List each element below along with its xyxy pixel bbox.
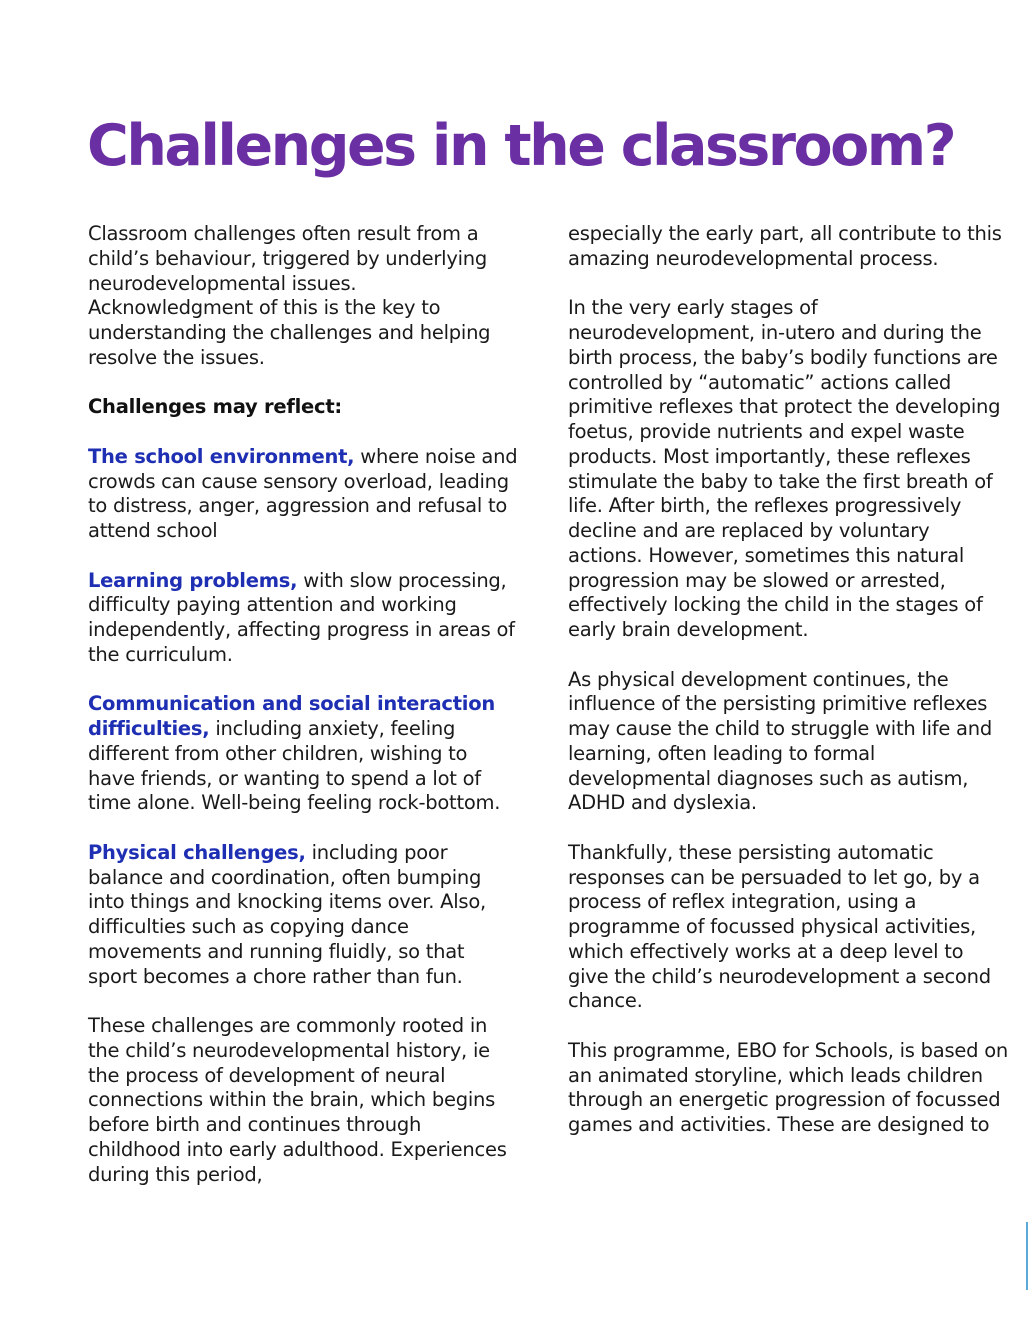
- challenge-description: including poor balance and coordination, often bumping into things and knocking items over. Also, difficulties such as copying dance movements and running fluidly, so that sport becomes a chore rather than fun.: [88, 840, 486, 988]
- intro-paragraph: Classroom challenges often result from a child’s behaviour, triggered by underlying neurodevelopmental issues. Acknowledgment of this is the key to understanding the challenges and helping resolve the issues.: [88, 222, 491, 369]
- page-title: Challenges in the classroom?: [87, 113, 955, 179]
- right-paragraph: As physical development continues, the influence of the persisting primitive reflexes may cause the child to struggle with life and learning, often leading to formal developmental diagnoses such as autism, ADHD and dyslexia.: [568, 667, 992, 815]
- challenge-item-learning-problems: [88, 569, 518, 668]
- challenge-term: The school environment,: [88, 444, 355, 468]
- challenges-heading: Challenges may reflect:: [88, 395, 342, 419]
- challenge-description: including anxiety, feeling different from other children, wishing to have friends, or wanting to spend a lot of time alone. Well-being feeling rock-bottom.: [88, 717, 501, 815]
- challenge-item-communication: [88, 692, 518, 816]
- challenge-term: Communication and social interaction difficulties,: [88, 692, 495, 740]
- left-column: [88, 222, 518, 1212]
- right-paragraph: especially the early part, all contribute to this amazing neurodevelopmental process.: [568, 222, 1002, 270]
- challenge-term: Learning problems,: [88, 568, 298, 592]
- right-paragraph: In the very early stages of neurodevelopment, in-utero and during the birth process, the baby’s bodily functions are controlled by “automatic” actions called primitive reflexes that protect the developing foetus, provide nutrients and expel waste products. Most importantly, these reflexes stimulate the baby to take the first breath of life. After birth, the reflexes progressively decline and are replaced by voluntary actions. However, sometimes this natural progression may be slowed or arrested, effectively locking the child in the stages of early brain development.: [568, 296, 1001, 641]
- right-column: [568, 222, 1008, 1163]
- right-paragraph: This programme, EBO for Schools, is based on an animated storyline, which leads children through an energetic progression of focussed games and activities. These are designed to: [568, 1038, 1009, 1136]
- challenge-item-physical: [88, 841, 518, 990]
- challenge-description: where noise and crowds can cause sensory overload, leading to distress, anger, aggression and refusal to attend school: [88, 444, 518, 542]
- challenge-description: with slow processing, difficulty paying attention and working independently, affecting progress in areas of the curriculum.: [88, 568, 515, 666]
- challenge-item-school-environment: [88, 445, 518, 544]
- right-paragraph: Thankfully, these persisting automatic responses can be persuaded to let go, by a process of reflex integration, using a programme of focussed physical activities, which effectively works at a deep level to give the child’s neurodevelopment a second chance.: [568, 840, 991, 1013]
- challenge-term: Physical challenges,: [88, 840, 306, 864]
- closing-paragraph: These challenges are commonly rooted in the child’s neurodevelopmental history, ie the process of development of neural connections within the brain, which begins before birth and continues through childhood into early adulthood. Experiences during this period,: [88, 1014, 507, 1186]
